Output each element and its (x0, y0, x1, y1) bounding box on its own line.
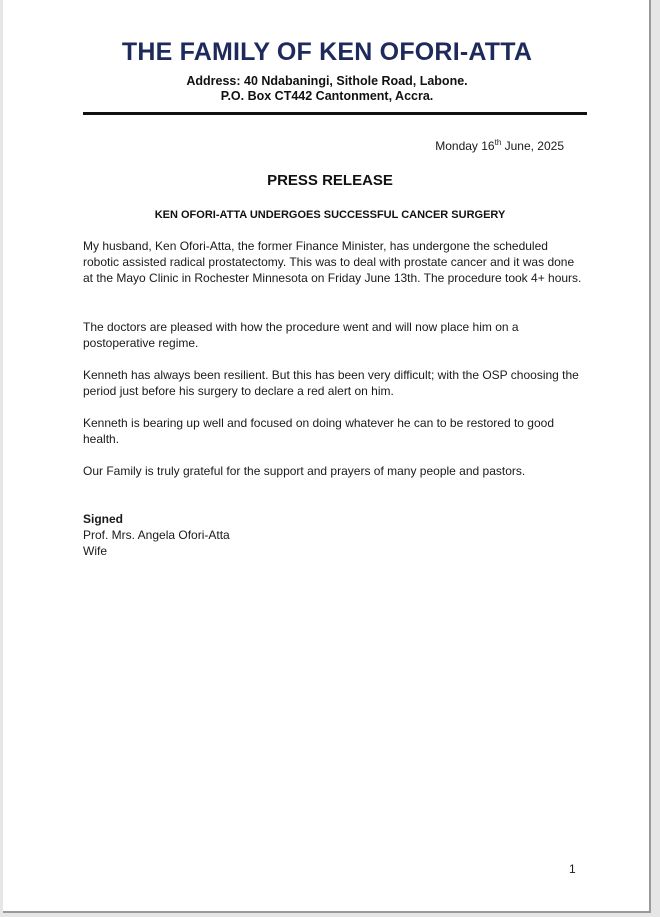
press-release-heading: PRESS RELEASE (267, 172, 393, 189)
date-day: Monday 16 (435, 139, 495, 153)
document-page (3, 0, 651, 913)
paragraph: Our Family is truly grateful for the support and prayers of many people and pastors. (83, 464, 526, 478)
letterhead-address: Address: 40 Ndabaningi, Sithole Road, Labone. (186, 74, 468, 88)
paragraph: My husband, Ken Ofori-Atta, the former Finance Minister, has undergone the scheduled robotic assisted radical prostatectomy. This was to deal with prostate cancer and it was done at the Mayo Clinic in Rochester Minnesota on Friday June 13th. The procedure took 4+ hours. (83, 239, 582, 285)
page-number: 1 (569, 862, 576, 876)
letterhead-divider (83, 112, 587, 115)
signatory-role: Wife (83, 544, 107, 558)
paragraph: Kenneth is bearing up well and focused on doing whatever he can to be restored to good health. (83, 416, 554, 446)
date-month-year: June, 2025 (501, 139, 564, 153)
date-ordinal: th (494, 138, 502, 147)
release-date (435, 138, 564, 153)
letterhead-po-box: P.O. Box CT442 Cantonment, Accra. (220, 89, 434, 103)
letterhead-title: THE FAMILY OF KEN OFORI-ATTA (121, 38, 533, 66)
paragraph: The doctors are pleased with how the procedure went and will now place him on a postoperative regime. (83, 320, 519, 350)
signature-label: Signed (83, 512, 124, 526)
signatory-name: Prof. Mrs. Angela Ofori-Atta (83, 528, 230, 542)
paragraph: Kenneth has always been resilient. But this has been very difficult; with the OSP choosing the period just before his surgery to declare a red alert on him. (83, 368, 579, 398)
release-subject: KEN OFORI-ATTA UNDERGOES SUCCESSFUL CANCER SURGERY (154, 209, 506, 221)
